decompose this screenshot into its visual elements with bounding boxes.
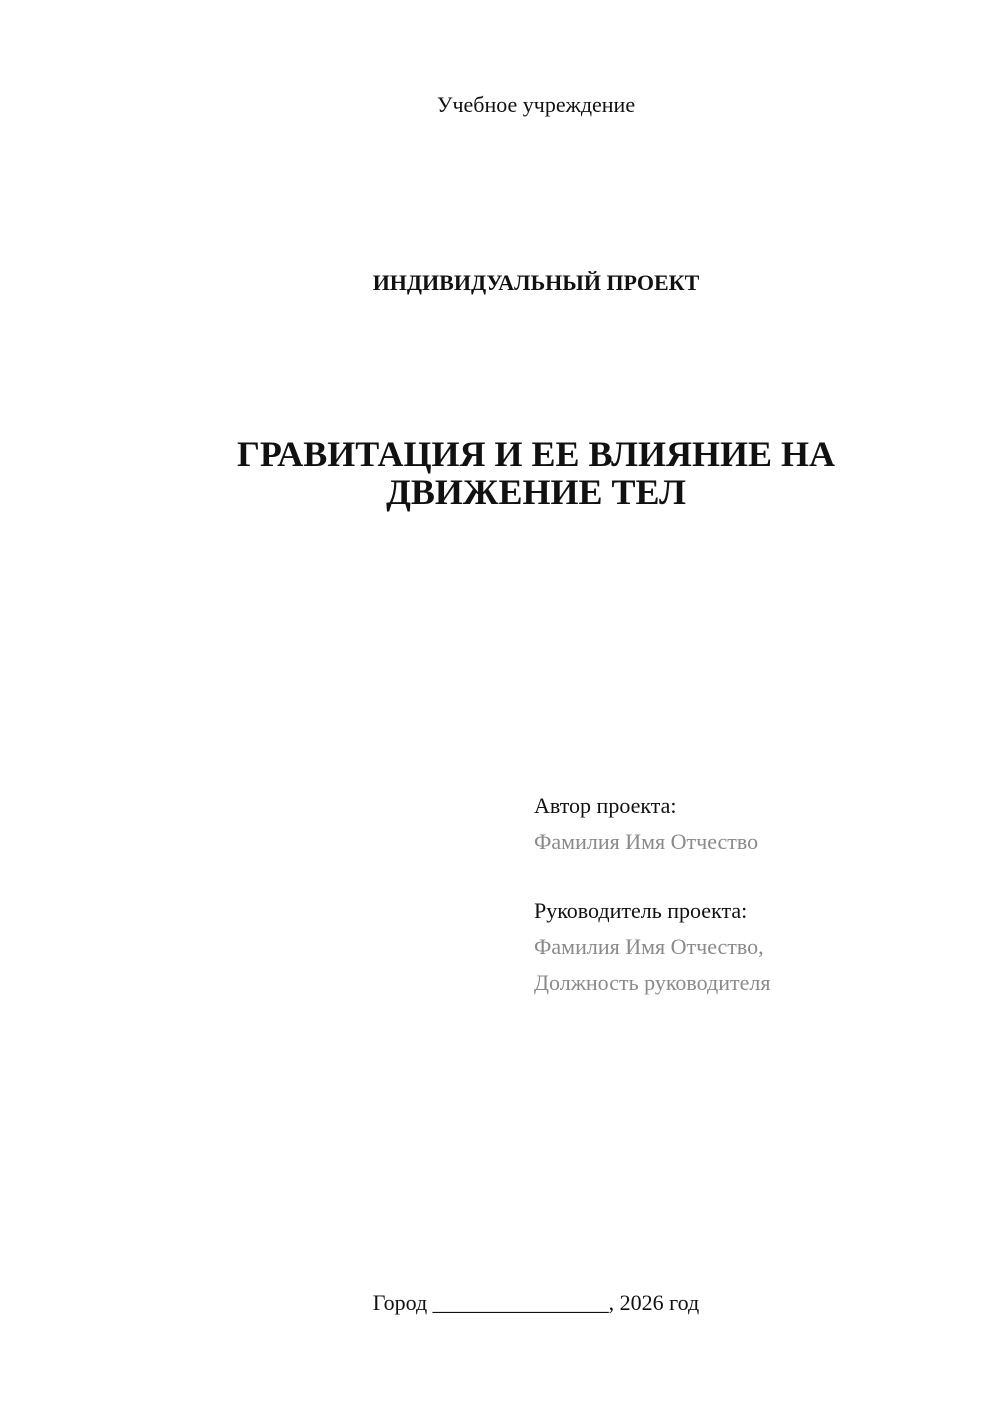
project-title-line-1: ГРАВИТАЦИЯ И ЕЕ ВЛИЯНИЕ НА [236, 434, 836, 474]
author-label: Автор проекта: [534, 793, 677, 818]
supervisor-name: Фамилия Имя Отчество, [534, 934, 764, 959]
institution-name: Учебное учреждение [436, 92, 636, 117]
supervisor-label: Руководитель проекта: [534, 898, 748, 923]
author-block [534, 788, 954, 860]
supervisor-position: Должность руководителя [534, 970, 771, 995]
city-year-line: Город ________________, 2026 год [372, 1290, 700, 1315]
author-name: Фамилия Имя Отчество [534, 829, 759, 854]
document-type: ИНДИВИДУАЛЬНЫЙ ПРОЕКТ [372, 270, 700, 295]
project-title [0, 435, 1000, 511]
supervisor-block [534, 893, 954, 1001]
project-title-line-2: ДВИЖЕНИЕ ТЕЛ [386, 472, 686, 512]
